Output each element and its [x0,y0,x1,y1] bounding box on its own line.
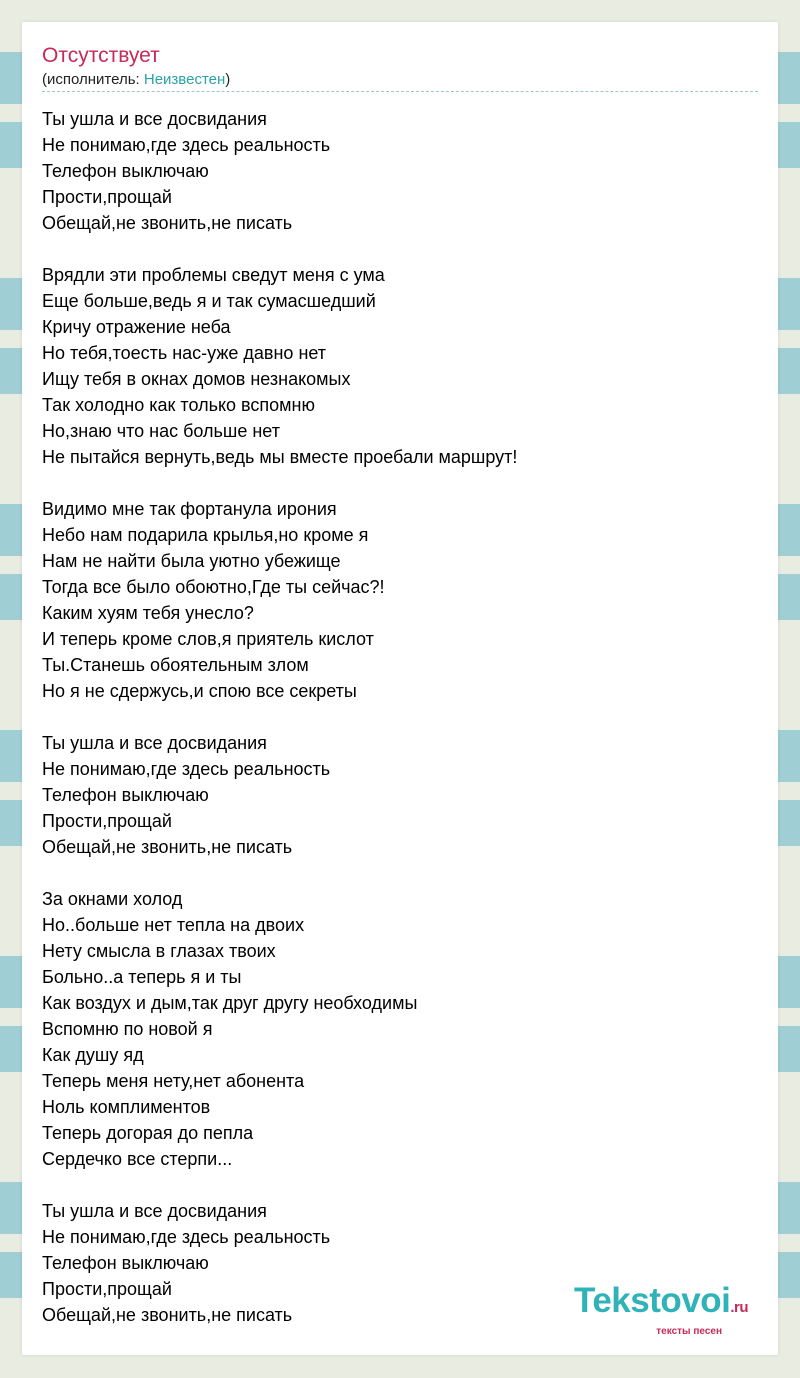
lyrics-line: Прости,прощай [42,1279,172,1299]
lyrics-line: Но я не сдержусь,и спою все секреты [42,681,357,701]
lyrics-line: Как воздух и дым,так друг другу необходимы [42,993,418,1013]
lyrics-line: Не понимаю,где здесь реальность [42,759,331,779]
lyrics-line: Нам не найти была уютно убежище [42,551,341,571]
song-title: Отсутствует [42,44,160,67]
lyrics-line: Но тебя,тоесть нас-уже давно нет [42,343,327,363]
lyrics-line: Сердечко все стерпи... [42,1149,233,1169]
lyrics-stanza [42,262,758,470]
lyrics-line: Видимо мне так фортанула ирония [42,499,337,519]
lyrics-line: Так холодно как только вспомню [42,395,315,415]
lyrics-line: Ты ушла и все досвидания [42,1201,267,1221]
lyrics-stanza [42,730,758,860]
lyrics-stanza [42,496,758,704]
lyrics-line: Как душу яд [42,1045,144,1065]
lyrics-line: Ты ушла и все досвидания [42,109,267,129]
lyrics-line: Но,знаю что нас больше нет [42,421,280,441]
lyrics-line: Тогда все было обоютно,Где ты сейчас?! [42,577,385,597]
lyrics-line: Ищу тебя в окнах домов незнакомых [42,369,351,389]
artist-suffix: ) [225,71,231,88]
lyrics-line: Телефон выключаю [42,1253,209,1273]
lyrics-line: Но..больше нет тепла на двоих [42,915,305,935]
lyrics-line: Еще больше,ведь я и так сумасшедший [42,291,376,311]
logo-wordmark [574,1283,748,1326]
lyrics-line: Каким хуям тебя унесло? [42,603,254,623]
lyrics-line: Не понимаю,где здесь реальность [42,135,331,155]
lyrics-line: Теперь догорая до пепла [42,1123,254,1143]
lyrics-line: Не пытайся вернуть,ведь мы вместе проебали маршрут! [42,447,518,467]
lyrics-line: Обещай,не звонить,не писать [42,1305,293,1325]
lyrics-line: Ты ушла и все досвидания [42,733,267,753]
lyrics-line: Теперь меня нету,нет абонента [42,1071,305,1091]
logo-tagline: тексты песен [656,1326,722,1337]
lyrics-line: Ты.Станешь обоятельным злом [42,655,309,675]
lyrics-line: Прости,прощай [42,187,172,207]
lyrics-line: Кричу отражение неба [42,317,231,337]
lyrics-line: Врядли эти проблемы сведут меня с ума [42,265,385,285]
lyrics-body [42,106,758,1354]
lyrics-card [22,22,778,1355]
logo-domain-suffix: .ru [730,1299,748,1316]
artist-link[interactable]: Неизвестен [143,71,226,88]
logo-main-text: Tekstovoi [574,1281,731,1320]
lyrics-line: Небо нам подарила крылья,но кроме я [42,525,369,545]
artist-line [42,70,758,89]
lyrics-line: Телефон выключаю [42,161,209,181]
lyrics-line: Обещай,не звонить,не писать [42,213,293,233]
lyrics-line: За окнами холод [42,889,183,909]
lyrics-stanza [42,106,758,236]
artist-prefix: (исполнитель: [42,71,144,88]
lyrics-line: Вспомню по новой я [42,1019,213,1039]
lyrics-stanza [42,886,758,1172]
lyrics-line: Нету смысла в глазах твоих [42,941,276,961]
lyrics-line: Телефон выключаю [42,785,209,805]
lyrics-line: Ноль комплиментов [42,1097,211,1117]
lyrics-line: Больно..а теперь я и ты [42,967,242,987]
song-header [42,42,758,92]
lyrics-line: Обещай,не звонить,не писать [42,837,293,857]
lyrics-line: Не понимаю,где здесь реальность [42,1227,331,1247]
site-logo[interactable] [574,1283,748,1337]
lyrics-line: Прости,прощай [42,811,172,831]
lyrics-line: И теперь кроме слов,я приятель кислот [42,629,374,649]
